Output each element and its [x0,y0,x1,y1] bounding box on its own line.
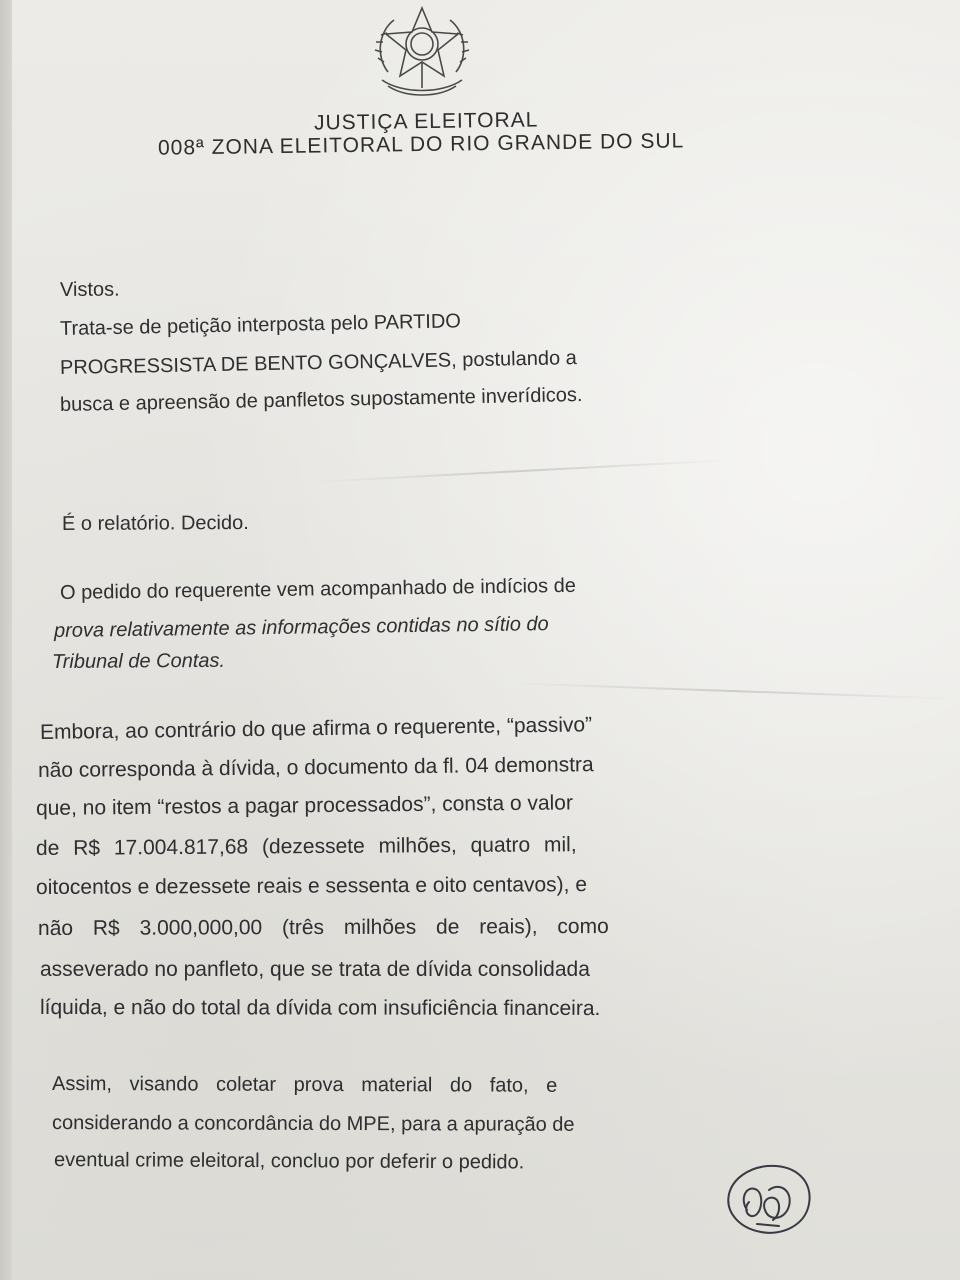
paragraph-line: Trata-se de petição interposta pelo PARTIDO [59,310,462,340]
paragraph-vistos: Vistos. [59,278,120,301]
paper-sheet [12,0,960,1280]
paragraph-relatorio: É o relatório. Decido. [61,512,249,535]
paragraph-line: asseverado no panfleto, que se trata de dívida consolidada [40,958,590,981]
header-subtitle: 008ª ZONA ELEITORAL DO RIO GRANDE DO SUL [157,129,685,160]
paragraph-line: que, no item “restos a pagar processados”, consta o valor [35,791,574,820]
paragraph-line: considerando a concordância do MPE, para a apuração de [51,1112,575,1136]
paragraph-line: líquida, e não do total da dívida com insuficiência financeira. [39,996,601,1020]
paper-crease [312,459,732,483]
paragraph-line: oitocentos e dezessete reais e sessenta e oito centavos), e [35,873,588,899]
paragraph-line: Tribunal de Contas. [51,649,226,673]
paragraph-line: não R$ 3.000,000,00 (três milhões de reais), como [37,915,609,940]
paragraph-line: eventual crime eleitoral, concluo por deferir o pedido. [53,1149,525,1174]
signature-initials [717,1160,817,1240]
coat-of-arms-icon [368,2,476,102]
paragraph-line: não corresponda à dívida, o documento da fl. 04 demonstra [37,753,594,782]
paragraph-line: Assim, visando coletar prova material do fato, e [51,1073,558,1097]
paragraph-line: busca e apreensão de panfletos supostamente inverídicos. [59,383,583,416]
paragraph-line: de R$ 17.004.817,68 (dezessete milhões, quatro mil, [35,833,577,860]
paper-crease [512,682,952,699]
paragraph-line: Embora, ao contrário do que afirma o requerente, “passivo” [39,713,593,744]
paragraph-line: O pedido do requerente vem acompanhado de indícios de [59,574,577,604]
paragraph-line: prova relativamente as informações contidas no sítio do [53,613,549,642]
paragraph-line: PROGRESSISTA DE BENTO GONÇALVES, postulando a [59,347,577,379]
header-title: JUSTIÇA ELEITORAL [313,108,539,135]
